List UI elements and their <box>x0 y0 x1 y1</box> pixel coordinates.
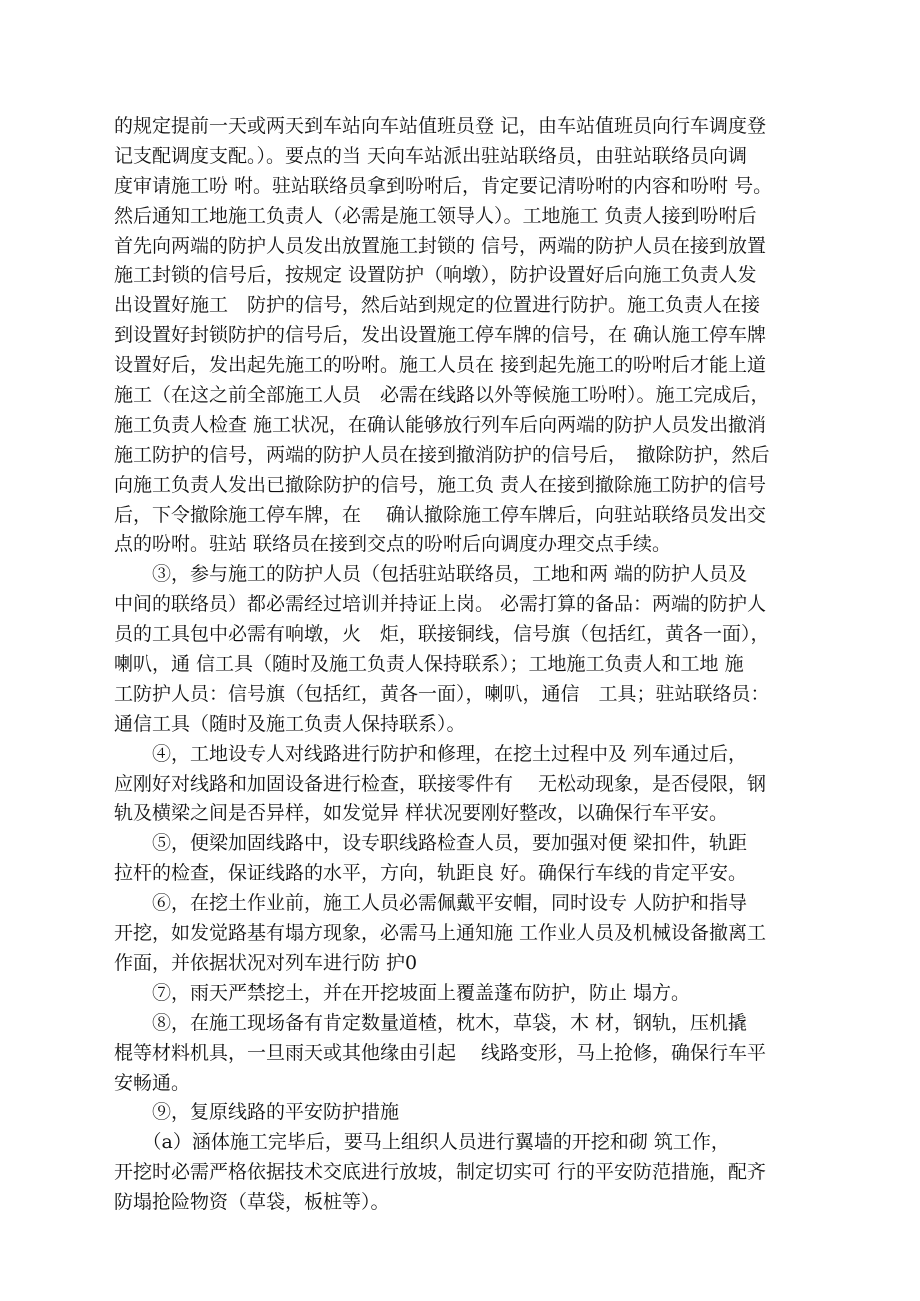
text-line: 度审请施工吩 咐。驻站联络员拿到吩咐后，肯定要记清吩咐的内容和吩咐 号。 <box>114 174 773 197</box>
text-line: 到设置好封锁防护的信号后，发出设置施工停车牌的信号，在 确认施工停车牌 <box>114 324 767 347</box>
text-line: ⑤，便梁加固线路中，设专职线路检查人员，要加强对便 梁扣件，轨距 <box>114 832 748 855</box>
text-line: 工防护人员：信号旗（包括红，黄各一面），喇叭，通信 工具；驻站联络员： <box>114 682 770 705</box>
text-line: 的规定提前一天或两天到车站向车站值班员登 记，由车站值班员向行车调度登 <box>114 115 767 137</box>
text-line: ⑨，复原线路的平安防护措施 <box>114 1101 400 1124</box>
text-line: 中间的联络员）都必需经过培训并持证上岗。 必需打算的备品：两端的防护人 <box>114 593 767 616</box>
text-line: ⑦，雨天严禁挖土，并在开挖坡面上覆盖蓬布防护，防止 塌方。 <box>114 981 691 1004</box>
body-text <box>114 112 854 1218</box>
text-line: 点的吩咐。驻站 联络员在接到交点的吩咐后向调度办理交点手续。 <box>114 533 672 556</box>
text-line: 记支配调度支配。）。要点的当 天向车站派出驻站联络员，由驻站联络员向调 <box>114 144 748 167</box>
text-line: 后，下令撤除施工停车牌，在 确认撤除施工停车牌后，向驻站联络员发出交 <box>114 503 767 526</box>
text-line: 喇叭，通 信工具（随时及施工负责人保持联系）；工地施工负责人和工地 施 <box>114 653 744 676</box>
text-line: 防塌抢险物资（草袋，板桩等）。 <box>114 1191 390 1214</box>
text-line: 安畅通。 <box>114 1071 191 1094</box>
text-line: 施工（在这之前全部施工人员 必需在线路以外等候施工吩咐）。施工完成后， <box>114 384 770 407</box>
text-line: 施工负责人检查 施工状况，在确认能够放行列车后向两端的防护人员发出撤消 <box>114 413 767 436</box>
text-line: 拉杆的检查，保证线路的水平，方向，轨距良 好。确保行车线的肯定平安。 <box>114 862 748 885</box>
text-line: ④，工地设专人对线路进行防护和修理，在挖土过程中及 列车通过后， <box>114 742 748 765</box>
text-line: 轨及横梁之间是否异样，如发觉异 样状况要刚好整改，以确保行车平安。 <box>114 802 729 825</box>
text-line: 棍等材料机具，一旦雨天或其他缘由引起 线路变形，马上抢修，确保行车平 <box>114 1041 767 1064</box>
text-line: 然后通知工地施工负责人（必需是施工领导人）。工地施工 负责人接到吩咐后 <box>114 204 757 227</box>
text-line: 开挖，如发觉路基有塌方现象，必需马上通知施 工作业人员及机械设备撤离工 <box>114 922 767 945</box>
text-line: 设置好后，发出起先施工的吩咐。施工人员在 接到起先施工的吩咐后才能上道 <box>114 354 767 377</box>
text-line: 应刚好对线路和加固设备进行检查，联接零件有 无松动现象，是否侵限，钢 <box>114 772 767 795</box>
text-line: 向施工负责人发出已撤除防护的信号，施工负 责人在接到撤除施工防护的信号 <box>114 473 767 496</box>
text-line: 作面，并依据状况对列车进行防 护0 <box>114 951 418 974</box>
text-line: ③，参与施工的防护人员（包括驻站联络员，工地和两 端的防护人员及 <box>114 563 748 586</box>
text-line: 施工防护的信号，两端的防护人员在接到撤消防护的信号后， 撤除防护，然后 <box>114 443 770 466</box>
text-line: 员的工具包中必需有响墩，火 炬，联接铜线，信号旗（包括红，黄各一面）， <box>114 623 770 646</box>
text-line: （a）涵体施工完毕后，要马上组织人员进行翼墙的开挖和砌 筑工作， <box>114 1131 730 1154</box>
text-line: 通信工具（随时及施工负责人保持联系）。 <box>114 712 466 735</box>
text-line: ⑧，在施工现场备有肯定数量道楂，枕木，草袋，木 材，钢轨，压机撬 <box>114 1011 748 1034</box>
text-line: 开挖时必需严格依据技术交底进行放坡，制定切实可 行的平安防范措施，配齐 <box>114 1161 767 1184</box>
text-line: 施工封锁的信号后，按规定 设置防护（响墩），防护设置好后向施工负责人发 <box>114 264 757 287</box>
text-line: ⑥，在挖土作业前，施工人员必需佩戴平安帽，同时设专 人防护和指导 <box>114 892 748 915</box>
text-line: 出设置好施工 防护的信号，然后站到规定的位置进行防护。施工负责人在接 <box>114 294 761 317</box>
text-line: 首先向两端的防护人员发出放置施工封锁的 信号，两端的防护人员在接到放置 <box>114 234 767 257</box>
